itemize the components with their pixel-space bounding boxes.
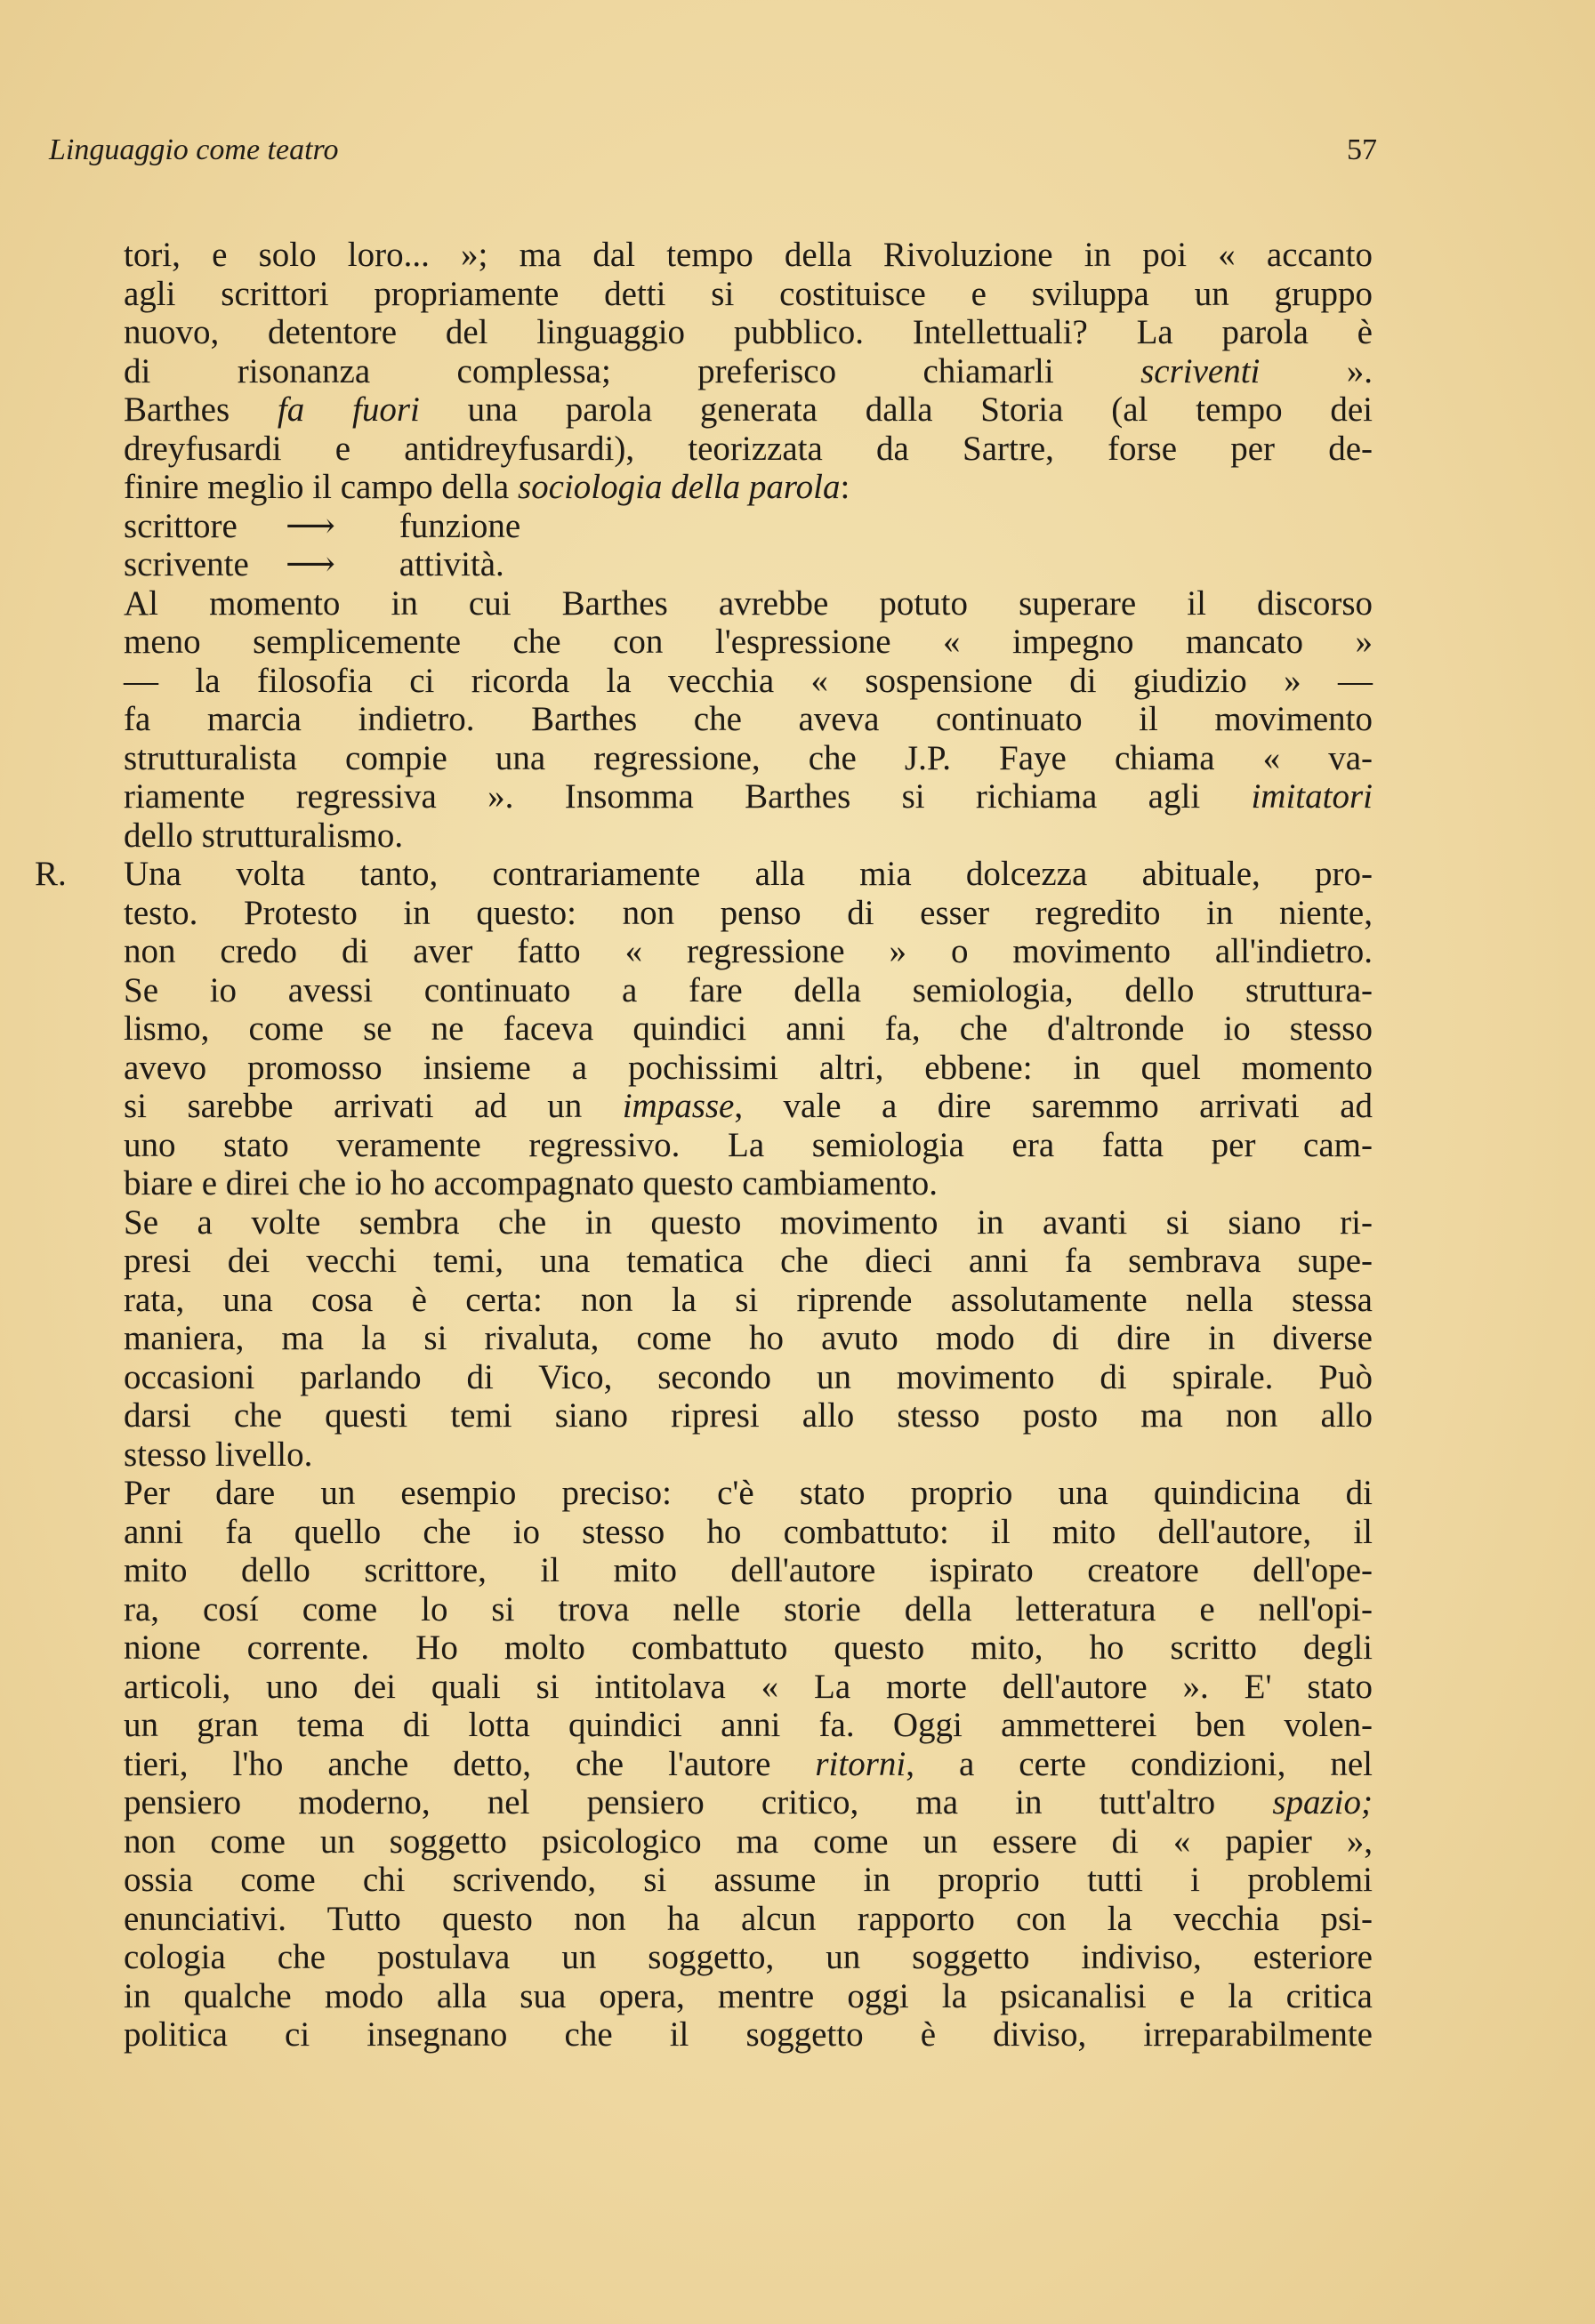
italic-term: scriventi [1140,351,1261,390]
text-line: testo. Protesto in questo: non penso di esser regredito in niente, [124,893,1373,932]
text-line [124,777,1373,816]
text-line: rata, una cosa è certa: non la si riprende assolutamente nella stessa [124,1280,1373,1319]
text-line: ra, cosí come lo si trova nelle storie della letteratura e nell'opi- [124,1589,1373,1628]
text-line: lismo, come se ne faceva quindici anni fa, che d'altronde io stesso [124,1009,1373,1048]
text-line: strutturalista compie una regressione, che J.P. Faye chiama « va- [124,738,1373,777]
text-span: ». [1346,351,1373,390]
text-span: riamente regressiva ». Insomma Barthes si richiama agli [124,777,1201,816]
text-span: finire meglio il campo della [124,468,510,506]
text-line: ossia come chi scrivendo, si assume in proprio tutti i problemi [124,1861,1373,1899]
text-line: non come un soggetto psicologico ma come un essere di « papier », [124,1821,1373,1861]
text-line: fa marcia indietro. Barthes che aveva continuato il movimento [124,700,1373,738]
italic-term: impasse [622,1087,735,1125]
italic-term: sociologia della parola [517,468,841,506]
diagram-left: scrivente [124,545,249,583]
arrow-icon: ⟶ [286,506,335,545]
diagram-row [124,545,1373,584]
text-line: in qualche modo alla sua opera, mentre oggi la psicanalisi e la critica [124,1976,1373,2015]
italic-term: spazio; [1272,1783,1373,1821]
text-line: darsi che questi temi siano ripresi allo stesso posto ma non allo [124,1396,1373,1435]
text-line [124,468,1373,507]
text-span: una parola generata dalla Storia (al tempo dei [467,390,1373,429]
text-line: politica ci insegnano che il soggetto è diviso, irreparabilmente [124,2015,1373,2054]
text-line: nione corrente. Ho molto combattuto questo mito, ho scritto degli [124,1628,1373,1667]
text-span: di risonanza complessa; preferisco chiamarli [124,351,1054,390]
text-span: , a certe condizioni, nel [906,1744,1373,1783]
text-line [124,1087,1373,1126]
text-line: occasioni parlando di Vico, secondo un movimento di spirale. Può [124,1357,1373,1396]
text-line: agli scrittori propriamente detti si costituisce e sviluppa un gruppo [124,274,1373,313]
text-line: meno semplicemente che con l'espressione « impegno mancato » [124,623,1373,661]
text-line: cologia che postulava un soggetto, un soggetto indiviso, esteriore [124,1938,1373,1976]
text-span: : [840,468,850,506]
text-line: articoli, uno dei quali si intitolava « La morte dell'autore ». E' stato [124,1667,1373,1706]
text-line: Se a volte sembra che in questo movimento in avanti si siano ri- [124,1202,1373,1242]
text-span: tieri, l'ho anche detto, che l'autore [124,1744,771,1783]
text-span: pensiero moderno, nel pensiero critico, ma in tutt'altro [124,1783,1216,1821]
text-line: mito dello scrittore, il mito dell'autore ispirato creatore dell'ope- [124,1551,1373,1589]
text-line: un gran tema di lotta quindici anni fa. Oggi ammetterei ben volen- [124,1706,1373,1744]
text-span: Una volta tanto, contrariamente alla mia dolcezza abituale, pro- [124,855,1373,893]
italic-term: imitatori [1251,777,1373,816]
diagram-right: attività. [399,545,504,583]
italic-term: fa fuori [277,390,420,429]
text-line: anni fa quello che io stesso ho combattuto: il mito dell'autore, il [124,1512,1373,1551]
diagram-row [124,507,1373,546]
text-line: Se io avessi continuato a fare della semiologia, dello struttura- [124,970,1373,1009]
text-line [124,352,1373,391]
text-line: maniera, ma la si rivaluta, come ho avuto modo di dire in diverse [124,1319,1373,1357]
diagram-left: scrittore [124,506,238,545]
italic-term: ritorni [815,1744,906,1783]
page-number: 57 [1347,133,1377,166]
text-line: dreyfusardi e antidreyfusardi), teorizzata da Sartre, forse per de- [124,429,1373,468]
text-line [124,390,1373,430]
text-line: uno stato veramente regressivo. La semiologia era fatta per cam- [124,1125,1373,1164]
text-span: Barthes [124,390,230,429]
diagram-right: funzione [399,506,521,545]
text-span: , vale a dire saremmo arrivati ad [734,1087,1373,1125]
text-line [124,1745,1373,1784]
text-line: avevo promosso insieme a pochissimi altri, ebbene: in quel momento [124,1048,1373,1087]
body-text [35,236,1373,2055]
arrow-icon: ⟶ [286,545,335,583]
text-line: dello strutturalismo. [124,816,404,855]
text-line: non credo di aver fatto « regressione » o movimento all'indietro. [124,932,1373,970]
text-line: biare e direi che io ho accompagnato questo cambiamento. [124,1164,938,1202]
text-line: stesso livello. [124,1435,313,1474]
text-line: Al momento in cui Barthes avrebbe potuto superare il discorso [124,583,1373,623]
text-span: si sarebbe arrivati ad un [124,1087,583,1125]
text-line [124,1783,1373,1822]
running-head [49,133,1377,167]
text-line: — la filosofia ci ricorda la vecchia « sospensione di giudizio » — [124,661,1373,700]
text-line: Per dare un esempio preciso: c'è stato proprio una quindicina di [124,1474,1373,1512]
text-line: presi dei vecchi temi, una tematica che dieci anni fa sembrava supe- [124,1242,1373,1280]
text-line: tori, e solo loro... »; ma dal tempo della Rivoluzione in poi « accanto [124,236,1373,274]
text-line [35,855,1373,894]
text-line: enunciativi. Tutto questo non ha alcun rapporto con la vecchia psi- [124,1899,1373,1938]
reply-marker: R. [35,855,67,893]
text-line: nuovo, detentore del linguaggio pubblico. Intellettuali? La parola è [124,313,1373,351]
running-title: Linguaggio come teatro [49,133,339,166]
